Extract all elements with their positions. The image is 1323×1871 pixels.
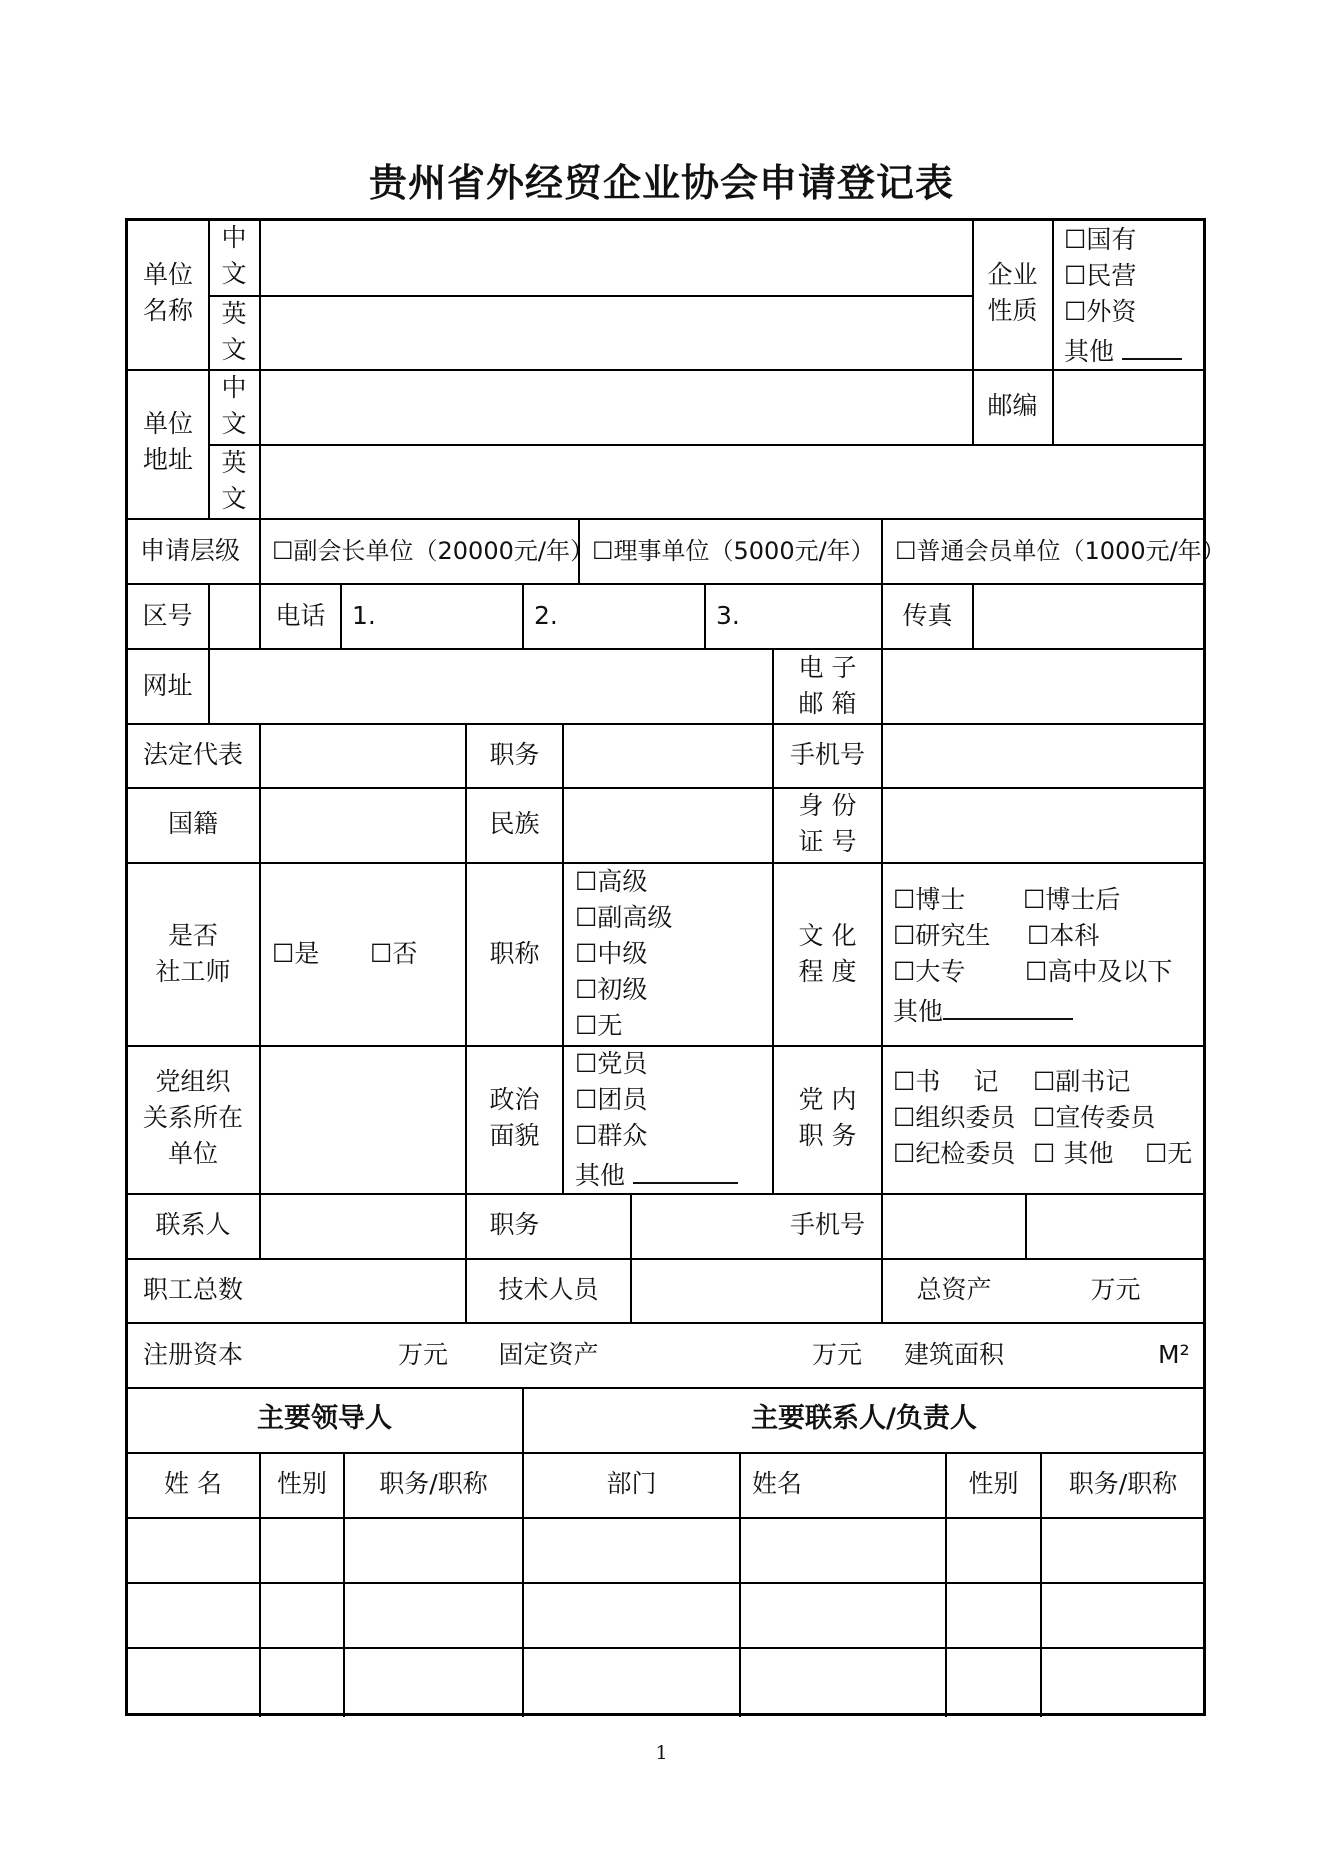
title-rank-junior: ☐初级 bbox=[575, 975, 648, 1004]
contacts-header-position: 职务/职称 bbox=[1068, 1469, 1178, 1498]
contact-position-label: 职务 bbox=[489, 1210, 540, 1239]
phone-label: 电话 bbox=[275, 601, 326, 630]
unit-name-cn-label: 中 文 bbox=[221, 223, 247, 288]
leaders-header-position: 职务/职称 bbox=[379, 1469, 488, 1498]
staff-total-label: 职工总数 bbox=[142, 1275, 243, 1304]
party-post-publicity[interactable]: ☐宣传委员 bbox=[1033, 1103, 1156, 1132]
education-label: 文 化 程 度 bbox=[798, 921, 857, 986]
tech-staff-label: 技术人员 bbox=[498, 1275, 599, 1304]
legal-rep-mobile-label: 手机号 bbox=[789, 740, 865, 769]
leaders-header-gender: 性别 bbox=[276, 1469, 327, 1498]
contacts-header-gender: 性别 bbox=[968, 1469, 1019, 1498]
total-assets-unit: 万元 bbox=[1090, 1275, 1141, 1304]
ethnicity-label: 民族 bbox=[489, 809, 540, 838]
social-worker-yes[interactable]: ☐是 bbox=[272, 939, 320, 968]
title-rank-intermediate: ☐中级 bbox=[575, 939, 648, 968]
apply-level-member[interactable]: ☐普通会员单位（1000元/年） bbox=[895, 537, 1226, 565]
total-assets-label: 总资产 bbox=[916, 1275, 992, 1304]
legal-rep-position-label: 职务 bbox=[489, 740, 540, 769]
contact-mobile-label: 手机号 bbox=[789, 1210, 865, 1239]
website-label: 网址 bbox=[142, 671, 193, 700]
political-party-member: ☐党员 bbox=[575, 1049, 648, 1078]
reg-capital-label: 注册资本 bbox=[142, 1340, 243, 1369]
enterprise-type-private: ☐民营 bbox=[1064, 261, 1137, 290]
title-rank-associate-senior: ☐副高级 bbox=[575, 903, 673, 932]
education-other[interactable]: 其他 bbox=[893, 990, 1073, 1030]
unit-address-cn-label: 中 文 bbox=[221, 373, 247, 438]
title-rank-none: ☐无 bbox=[575, 1011, 623, 1040]
apply-level-label: 申请层级 bbox=[140, 536, 241, 565]
title-rank-label: 职称 bbox=[489, 939, 540, 968]
unit-name-label: 单位 名称 bbox=[142, 260, 193, 325]
postcode-label: 邮编 bbox=[987, 391, 1038, 420]
fixed-assets-unit: 万元 bbox=[812, 1340, 863, 1369]
party-post-none[interactable]: ☐无 bbox=[1145, 1139, 1193, 1168]
political-other: 其他 bbox=[575, 1154, 738, 1194]
floor-area-label: 建筑面积 bbox=[903, 1340, 1004, 1369]
social-worker-no[interactable]: ☐否 bbox=[370, 939, 418, 968]
apply-level-council[interactable]: ☐理事单位（5000元/年） bbox=[592, 537, 875, 565]
title-rank-options[interactable] bbox=[575, 864, 672, 1044]
unit-name-en-label: 英 文 bbox=[221, 299, 247, 364]
party-post-discipline[interactable]: ☐纪检委员 bbox=[893, 1139, 1016, 1168]
fax-label: 传真 bbox=[902, 601, 953, 630]
legal-rep-label: 法定代表 bbox=[142, 740, 243, 769]
enterprise-type-other: 其他 bbox=[1064, 330, 1182, 370]
enterprise-type-label: 企业 性质 bbox=[987, 260, 1038, 325]
political-masses: ☐群众 bbox=[575, 1121, 648, 1150]
enterprise-type-options[interactable] bbox=[1064, 222, 1182, 370]
reg-capital-unit: 万元 bbox=[398, 1340, 449, 1369]
page-number: 1 bbox=[655, 1742, 668, 1764]
nationality-label: 国籍 bbox=[167, 809, 218, 838]
party-org-label: 党组织 关系所在 单位 bbox=[142, 1067, 243, 1168]
phone-2[interactable]: 2. bbox=[534, 601, 558, 630]
form-title: 贵州省外经贸企业协会申请登记表 bbox=[368, 161, 954, 205]
party-post-label: 党 内 职 务 bbox=[798, 1085, 857, 1150]
phone-1[interactable]: 1. bbox=[352, 601, 376, 630]
education-bachelor[interactable]: ☐本科 bbox=[1027, 921, 1100, 950]
education-college[interactable]: ☐大专 bbox=[893, 957, 966, 986]
education-phd[interactable]: ☐博士 bbox=[893, 885, 966, 914]
contacts-header-name: 姓名 bbox=[752, 1469, 803, 1498]
contact-label: 联系人 bbox=[155, 1210, 231, 1239]
contacts-header-dept: 部门 bbox=[606, 1469, 657, 1498]
title-rank-senior: ☐高级 bbox=[575, 867, 648, 896]
phone-3[interactable]: 3. bbox=[716, 601, 740, 630]
political-league-member: ☐团员 bbox=[575, 1085, 648, 1114]
education-postdoc[interactable]: ☐博士后 bbox=[1023, 885, 1121, 914]
area-code-label: 区号 bbox=[142, 601, 193, 630]
leaders-header-name: 姓 名 bbox=[164, 1469, 222, 1498]
contacts-title: 主要联系人/负责人 bbox=[751, 1403, 977, 1434]
party-post-organization[interactable]: ☐组织委员 bbox=[893, 1103, 1016, 1132]
education-postgraduate[interactable]: ☐研究生 bbox=[893, 921, 991, 950]
political-label: 政治 面貌 bbox=[489, 1085, 540, 1150]
party-post-secretary[interactable]: ☐书 记 bbox=[893, 1067, 999, 1096]
political-options[interactable] bbox=[575, 1046, 738, 1194]
floor-area-unit: M² bbox=[1158, 1340, 1190, 1369]
enterprise-type-foreign: ☐外资 bbox=[1064, 297, 1137, 326]
party-post-other[interactable]: ☐ 其他 bbox=[1033, 1139, 1114, 1168]
social-worker-label: 是否 社工师 bbox=[155, 921, 231, 986]
leaders-title: 主要领导人 bbox=[257, 1403, 392, 1434]
email-label: 电 子 邮 箱 bbox=[798, 653, 857, 718]
apply-level-vice-president[interactable]: ☐副会长单位（20000元/年） bbox=[272, 537, 594, 565]
unit-address-en-label: 英 文 bbox=[221, 448, 247, 513]
party-post-deputy-secretary[interactable]: ☐副书记 bbox=[1033, 1067, 1131, 1096]
fixed-assets-label: 固定资产 bbox=[498, 1340, 599, 1369]
enterprise-type-state: ☐国有 bbox=[1064, 225, 1137, 254]
id-card-label: 身 份 证 号 bbox=[798, 791, 857, 856]
education-highschool[interactable]: ☐高中及以下 bbox=[1025, 957, 1173, 986]
unit-address-label: 单位 地址 bbox=[142, 409, 193, 474]
